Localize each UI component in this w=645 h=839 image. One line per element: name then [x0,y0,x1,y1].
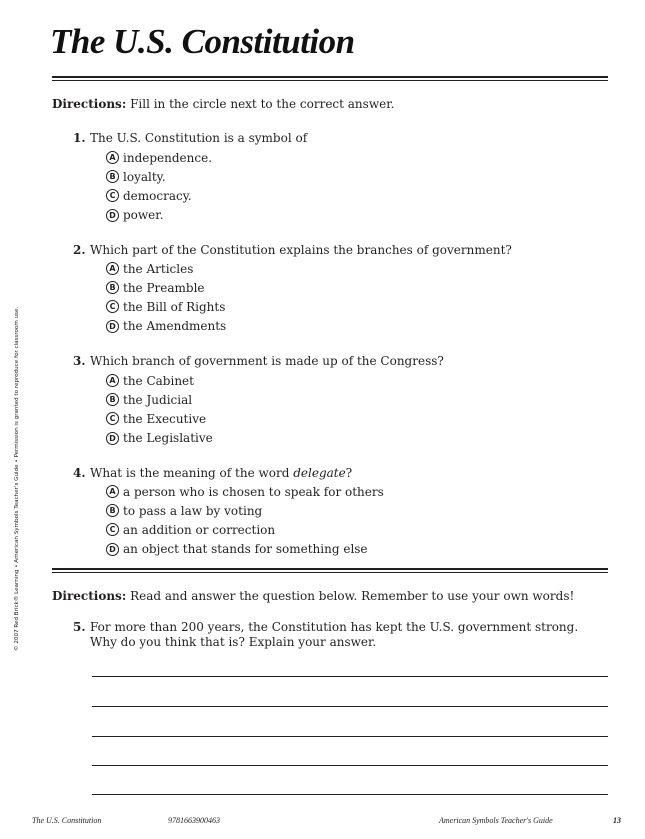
directions-text: Read and answer the question below. Remember to use your own words! [126,589,575,603]
question-text: The U.S. Constitution is a symbol of [90,131,308,145]
answer-line[interactable] [92,706,608,707]
copyright-sidebar: © 2007 Red Brick® Learning • American Symbols Teacher's Guide • Permission is granted to reproduce for classroom use. [14,306,20,651]
answer-bubble-a[interactable]: A [106,485,119,498]
choice-text: the Cabinet [123,373,194,388]
answer-line[interactable] [92,736,608,737]
choice-text: the Legislative [123,431,213,446]
choice-c[interactable] [106,297,226,316]
choice-text: the Judicial [123,392,193,407]
choice-text: an addition or correction [123,522,276,537]
answer-bubble-d[interactable]: D [106,209,119,222]
question-number: 4. [73,466,86,480]
vocabulary-word: delegate [293,466,346,480]
choice-text: the Articles [123,261,194,276]
choice-b[interactable] [106,501,384,520]
choice-a[interactable] [106,148,212,167]
choice-d[interactable] [106,206,212,225]
section-rule-top [52,568,608,570]
question-2 [73,243,608,257]
answer-bubble-a[interactable]: A [106,151,119,164]
question-text: Which part of the Constitution explains the branches of government? [90,243,512,257]
choice-a[interactable] [106,259,226,278]
choice-b[interactable] [106,390,213,409]
question-4-choices [106,482,384,559]
choice-text: the Executive [123,411,207,426]
answer-bubble-b[interactable]: B [106,504,119,517]
footer-book-title: American Symbols Teacher's Guide [439,816,553,825]
question-4 [73,466,608,480]
answer-bubble-b[interactable]: B [106,281,119,294]
answer-bubble-d[interactable]: D [106,432,119,445]
question-1 [73,131,608,145]
answer-line[interactable] [92,676,608,677]
directions-written-answer [52,589,574,603]
choice-d[interactable] [106,429,213,448]
choice-text: a person who is chosen to speak for others [123,484,384,499]
question-number: 1. [73,131,86,145]
footer-isbn: 9781663900463 [168,816,220,825]
question-text [90,466,352,480]
choice-text: the Preamble [123,280,205,295]
answer-bubble-d[interactable]: D [106,320,119,333]
choice-b[interactable] [106,167,212,186]
choice-text: the Bill of Rights [123,299,226,314]
directions-text: Fill in the circle next to the correct answer. [126,97,395,111]
choice-b[interactable] [106,278,226,297]
question-1-choices [106,148,212,225]
choice-text: power. [123,208,164,223]
answer-bubble-c[interactable]: C [106,412,119,425]
question-text: Which branch of government is made up of the Congress? [90,354,444,368]
choice-d[interactable] [106,540,384,559]
choice-text: an object that stands for something else [123,542,368,557]
directions-label: Directions: [52,589,127,603]
question-5 [73,620,603,650]
choice-c[interactable] [106,520,384,539]
title-rule-top [52,76,608,78]
choice-c[interactable] [106,186,212,205]
choice-text: the Amendments [123,319,227,334]
choice-a[interactable] [106,482,384,501]
directions-multiple-choice [52,97,394,111]
question-text-start: What is the meaning of the word [90,466,294,480]
question-text-end: ? [345,466,353,480]
footer-title: The U.S. Constitution [32,816,102,825]
answer-bubble-a[interactable]: A [106,374,119,387]
answer-line[interactable] [92,765,608,766]
answer-bubble-c[interactable]: C [106,523,119,536]
question-number: 2. [73,243,86,257]
answer-bubble-c[interactable]: C [106,300,119,313]
answer-line[interactable] [92,794,608,795]
choice-a[interactable] [106,371,213,390]
answer-bubble-b[interactable]: B [106,170,119,183]
choice-text: to pass a law by voting [123,503,263,518]
answer-bubble-b[interactable]: B [106,393,119,406]
question-number: 5. [73,620,86,634]
choice-d[interactable] [106,317,226,336]
choice-text: loyalty. [123,169,166,184]
choice-c[interactable] [106,409,213,428]
choice-text: democracy. [123,188,192,203]
question-number: 3. [73,354,86,368]
question-2-choices [106,259,226,336]
answer-bubble-a[interactable]: A [106,262,119,275]
page-number: 13 [613,816,621,825]
question-3 [73,354,608,368]
page-title: The U.S. Constitution [50,22,355,61]
question-3-choices [106,371,213,448]
answer-bubble-d[interactable]: D [106,543,119,556]
answer-bubble-c[interactable]: C [106,189,119,202]
choice-text: independence. [123,150,213,165]
question-text: For more than 200 years, the Constitution has kept the U.S. government strong. Why do you think that is? Explain your answer. [90,620,579,649]
section-rule-bottom [52,572,608,573]
title-rule-bottom [52,80,608,81]
directions-label: Directions: [52,97,127,111]
